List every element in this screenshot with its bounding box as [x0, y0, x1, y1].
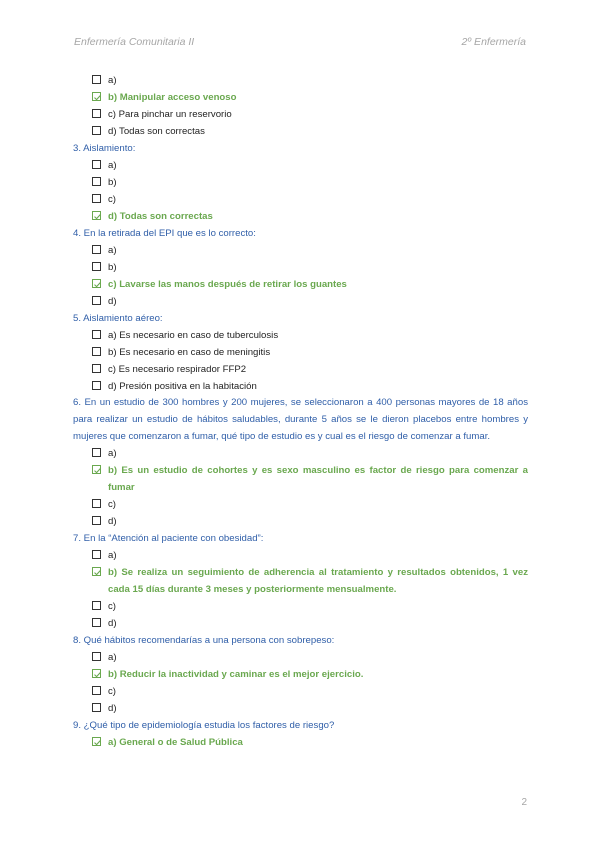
answer-option-label: d)	[108, 618, 117, 630]
answer-option	[73, 191, 528, 208]
answer-option	[73, 361, 528, 378]
question-text: 3. Aislamiento:	[73, 143, 136, 154]
answer-option-correct	[73, 89, 528, 106]
checked-checkbox-icon[interactable]	[92, 465, 101, 474]
answer-option-label: b) Se realiza un seguimiento de adherencia al tratamiento y resultados obtenidos, 1 vez cada 15 días durante 3 meses y posteriormente mensualmente.	[108, 567, 528, 596]
answer-option-correct	[73, 208, 528, 225]
quiz-content	[73, 72, 528, 751]
answer-option-label: c)	[108, 601, 116, 613]
checked-checkbox-icon[interactable]	[92, 737, 101, 746]
answer-option-label: a)	[108, 245, 117, 256]
checkbox-icon[interactable]	[92, 601, 101, 610]
header-course-title: Enfermería Comunitaria II	[74, 36, 195, 48]
answer-option	[73, 293, 528, 310]
checkbox-icon[interactable]	[92, 550, 101, 559]
answer-option-label: a)	[108, 448, 117, 460]
answer-option-label: a)	[108, 652, 117, 664]
answer-option	[73, 106, 528, 123]
checkbox-icon[interactable]	[92, 296, 101, 305]
checkbox-icon[interactable]	[92, 347, 101, 356]
question-text: 8. Qué hábitos recomendarías a una persona con sobrepeso:	[73, 635, 335, 647]
page-number: 2	[521, 797, 527, 808]
checkbox-icon[interactable]	[92, 177, 101, 186]
answer-option-label: a)	[108, 550, 117, 562]
checkbox-icon[interactable]	[92, 160, 101, 169]
checkbox-icon[interactable]	[92, 330, 101, 339]
answer-option-correct	[73, 276, 528, 293]
checkbox-icon[interactable]	[92, 262, 101, 271]
checked-checkbox-icon[interactable]	[92, 567, 101, 576]
answer-option-label: b)	[108, 262, 117, 273]
question-text: 4. En la retirada del EPI que es lo correcto:	[73, 228, 256, 239]
answer-option-label: d)	[108, 516, 117, 528]
answer-option-correct	[73, 666, 528, 683]
question-text: 7. En la “Atención al paciente con obesidad”:	[73, 533, 264, 545]
question-text: 9. ¿Qué tipo de epidemiología estudia los factores de riesgo?	[73, 720, 335, 732]
checked-checkbox-icon[interactable]	[92, 669, 101, 678]
checkbox-icon[interactable]	[92, 75, 101, 84]
answer-option-correct	[73, 462, 528, 496]
checked-checkbox-icon[interactable]	[92, 92, 101, 101]
checkbox-icon[interactable]	[92, 686, 101, 695]
checkbox-icon[interactable]	[92, 652, 101, 661]
question-text: 5. Aislamiento aéreo:	[73, 313, 163, 324]
checkbox-icon[interactable]	[92, 516, 101, 525]
checkbox-icon[interactable]	[92, 245, 101, 254]
answer-option-label: c)	[108, 499, 116, 511]
answer-option-label: d) Todas son correctas	[108, 126, 205, 137]
answer-option-label: a)	[108, 160, 117, 171]
answer-option-label: d)	[108, 703, 117, 715]
answer-option-label: b) Manipular acceso venoso	[108, 92, 237, 103]
answer-option-label: c) Para pinchar un reservorio	[108, 109, 232, 120]
answer-option	[73, 327, 528, 344]
checked-checkbox-icon[interactable]	[92, 279, 101, 288]
answer-option-label: c) Es necesario respirador FFP2	[108, 364, 247, 375]
answer-option	[73, 344, 528, 361]
answer-option-label: b)	[108, 177, 117, 188]
page-header	[74, 36, 526, 48]
answer-option	[73, 259, 528, 276]
answer-option-label: d) Todas son correctas	[108, 211, 213, 222]
checkbox-icon[interactable]	[92, 618, 101, 627]
answer-option	[73, 378, 528, 395]
answer-option	[73, 242, 528, 259]
answer-option-label: d) Presión positiva en la habitación	[108, 381, 257, 392]
answer-option	[73, 496, 528, 513]
answer-option	[73, 157, 528, 174]
question-text: 6. En un estudio de 300 hombres y 200 mujeres, se seleccionaron a 400 personas mayores de 18 años para realizar un estudio de hábitos saludables, durante 5 años se le dieron placebos entre hombres y mujeres que comenzaron a fumar, qué tipo de estudio es y cual es el riesgo de comenzar a fumar.	[73, 397, 528, 442]
checkbox-icon[interactable]	[92, 109, 101, 118]
answer-option	[73, 598, 528, 615]
answer-option-label: a)	[108, 75, 117, 86]
answer-option-label: b) Es un estudio de cohortes y es sexo masculino es factor de riesgo para comenzar a fumar	[108, 465, 528, 494]
checkbox-icon[interactable]	[92, 381, 101, 390]
answer-option-label: b) Reducir la inactividad y caminar es el mejor ejercicio.	[108, 669, 364, 681]
answer-option-label: d)	[108, 296, 117, 307]
checkbox-icon[interactable]	[92, 194, 101, 203]
checkbox-icon[interactable]	[92, 364, 101, 373]
answer-option-label: c) Lavarse las manos después de retirar los guantes	[108, 279, 347, 290]
checkbox-icon[interactable]	[92, 448, 101, 457]
answer-option	[73, 123, 528, 140]
checkbox-icon[interactable]	[92, 499, 101, 508]
answer-option	[73, 513, 528, 530]
checkbox-icon[interactable]	[92, 703, 101, 712]
answer-option-label: c)	[108, 686, 116, 698]
answer-option	[73, 72, 528, 89]
answer-option-label: a) Es necesario en caso de tuberculosis	[108, 330, 279, 341]
answer-option-label: c)	[108, 194, 116, 205]
checked-checkbox-icon[interactable]	[92, 211, 101, 220]
answer-option-correct	[73, 734, 528, 751]
answer-option-label: a) General o de Salud Pública	[108, 737, 243, 749]
answer-option-label: b) Es necesario en caso de meningitis	[108, 347, 271, 358]
answer-option	[73, 700, 528, 717]
answer-option	[73, 445, 528, 462]
answer-option	[73, 174, 528, 191]
header-course-year: 2º Enfermería	[461, 36, 526, 48]
checkbox-icon[interactable]	[92, 126, 101, 135]
answer-option-correct	[73, 564, 528, 598]
answer-option	[73, 683, 528, 700]
answer-option	[73, 649, 528, 666]
answer-option	[73, 615, 528, 632]
answer-option	[73, 547, 528, 564]
